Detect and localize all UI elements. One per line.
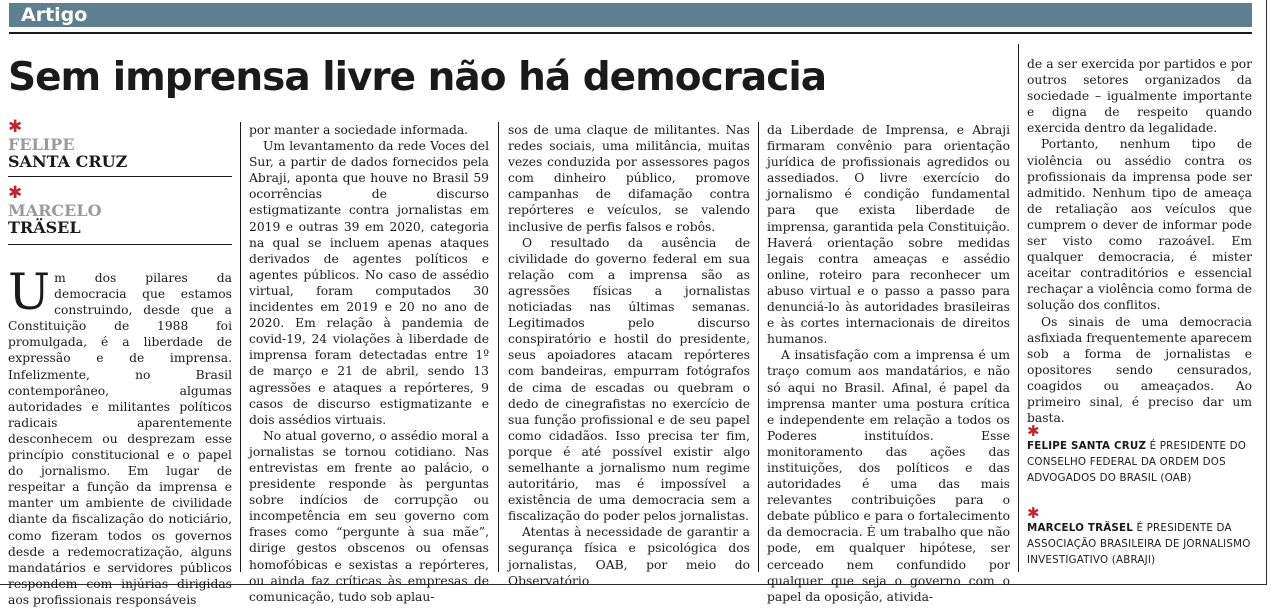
article-paragraph: Um dos pilares da democracia que estamos construindo, desde que a Constituição de 1988 foi promulgada, é a liberdade de expressão e de imprensa. Infelizmente, no Brasil contemporâneo, algumas autoridades e militantes políticos radicais aparentemente desconhecem ou desprezam esse princípio constitucional e o papel do jornalismo. Em lugar de respeitar a função da imprensa e manter um ambiente de civilidade diante da fiscalização do noticiário, como fizeram todos os governos desde a redemocratização, alguns mandatários e servidores públicos respondem com injúrias dirigidas aos profissionais responsáveis (8, 263, 232, 607)
asterisk-icon: ✱ (1027, 422, 1040, 440)
bio-name: MARCELO TRÄSEL (1027, 522, 1133, 534)
article-column-1 (8, 263, 232, 607)
article-column-5 (1027, 56, 1252, 426)
bio-description: É PRESIDENTE DA ASSOCIAÇÃO BRASILEIRA DE JORNALISMO INVESTIGATIVO (ABRAJI) (1027, 522, 1251, 566)
asterisk-icon: ✱ (8, 183, 23, 203)
author-bio-1 (1027, 424, 1252, 486)
article-column-3 (508, 122, 750, 588)
article-paragraph: O resultado da ausência de civilidade do governo federal em sua relação com a imprensa são as agressões físicas a jornalistas noticiadas nas últimas semanas. Legitimados pelo discurso conspiratório e hostil do presidente, seus apoiadores atacam repórteres com bandeiras, empurram fotógrafos de cima de escadas ou quebram o dedo de cinegrafistas no exercício de sua função profissional e de seu papel como cidadãos. Isso precisa ter fim, porque é até possível existir algo semelhante a jornalismo num regime autoritário, mas é impossível a existência de uma democracia sem a fiscalização do poder pelos jornalistas. (508, 235, 750, 524)
article-paragraph: A insatisfação com a imprensa é um traço comum aos mandatários, e não só aqui no Brasil. Afinal, é papel da imprensa manter uma postura crítica e independente em relação a todos os Poderes instituídos. Esse monitoramento das ações das instituições, dos políticos e das autoridades é uma das mais relevantes contribuições para o debate público e para o fortalecimento da democracia. É um trabalho que não pode, em qualquer hipótese, ser cerceado nem confundido por qualquer que seja o governo com o papel da oposição, ativida- (767, 348, 1010, 604)
article-paragraph: No atual governo, o assédio moral a jornalistas se tornou cotidiano. Nas entrevistas em frente ao palácio, o presidente responde às perguntas sobre indícios de corrupção ou incompetência em seu governo com frases como “pergunte à sua mãe”, dirige gestos obscenos ou ofensas homofóbicas e sexistas a repórteres, ou ainda faz críticas às empresas de comunicação, tudo sob aplau- (249, 428, 489, 604)
author-first-name: FELIPE (8, 135, 75, 154)
column-divider (758, 122, 759, 572)
article-paragraph: por manter a sociedade informada. (249, 123, 469, 137)
article-paragraph: Atentas à necessidade de garantir a segurança física e psicológica dos jornalistas, OAB, por meio do Observatório (508, 525, 750, 588)
article-paragraph: de a ser exercida por partidos e por outros setores organizados da sociedade – igualmente importante e digna de respeito quando exercida dentro da legalidade. (1027, 57, 1252, 136)
headline: Sem imprensa livre não há democracia (8, 55, 827, 100)
author-divider (8, 244, 232, 245)
section-label: Artigo (9, 3, 1252, 27)
column-divider (498, 122, 499, 572)
article-paragraph: sos de uma claque de militantes. Nas redes sociais, uma militância, muitas vezes conduzida por assessores pagos com dinheiro público, promove campanhas de difamação contra repórteres e veículos, se valendo inclusive de perfis falsos e robôs. (508, 123, 750, 234)
bio-text (1027, 438, 1252, 486)
author-1 (8, 118, 127, 170)
article-paragraph: Portanto, nenhum tipo de violência ou assédio contra os profissionais da imprensa pode ser admitido. Nenhum tipo de ameaça de retaliação aos veículos que cumprem o dever de informar pode ser visto como razoável. Em qualquer democracia, é mister aceitar contraditórios e essencial rechaçar a violência como forma de solução dos conflitos. (1027, 137, 1252, 313)
article-column-4 (767, 122, 1010, 604)
article-paragraph: da Liberdade de Imprensa, e Abraji firmaram convênio para orientação jurídica de profissionais agredidos ou assediados. O livre exercício do jornalismo é condição fundamental para que exista liberdade de imprensa, garantida pela Constituição. Haverá orientação sobre medidas legais contra ameaças e assédio online, roteiro para reconhecer um abuso virtual e o passo a passo para denunciá-lo às autoridades brasileiras e às cortes internacionais de direitos humanos. (767, 123, 1010, 347)
bio-text (1027, 520, 1252, 568)
article-paragraph: Os sinais de uma democracia asfixiada frequentemente aparecem sob a forma de jornalistas e opositores sendo censurados, coagidos ou ameaçados. Ao primeiro sinal, é preciso dar um basta. (1027, 314, 1252, 426)
asterisk-icon: ✱ (1027, 504, 1040, 522)
article-paragraph: Um levantamento da rede Voces del Sur, a partir de dados fornecidos pela Abraji, aponta que houve no Brasil 59 ocorrências de discurso estigmatizante contra jornalistas em 2019 e outras 39 em 2020, categoria na qual se incluem apenas ataques derivados de agentes políticos e agentes públicos. No caso de assédio virtual, foram computados 30 incidentes em 2019 e 20 no ano de 2020. Em relação à pandemia de covid-19, 24 violações à liberdade de imprensa foram detectadas entre 1º de março e 21 de abril, sendo 13 agressões e ataques a repórteres, 9 casos de discurso estigmatizante e dois assédios virtuais. (249, 139, 489, 427)
column-divider (1018, 44, 1019, 572)
author-last-name: TRÄSEL (8, 218, 81, 237)
top-rule (9, 32, 1252, 34)
article-column-2 (249, 122, 489, 604)
asterisk-icon: ✱ (8, 117, 23, 137)
author-bio-2 (1027, 506, 1252, 568)
bio-name: FELIPE SANTA CRUZ (1027, 440, 1147, 452)
column-divider (240, 122, 241, 572)
drop-cap: U (8, 263, 51, 321)
bio-description: É PRESIDENTE DO CONSELHO FEDERAL DA ORDEM DOS ADVOGADOS DO BRASIL (OAB) (1027, 440, 1247, 484)
author-last-name: SANTA CRUZ (8, 152, 128, 171)
author-first-name: MARCELO (8, 201, 102, 220)
author-2 (8, 184, 102, 236)
author-divider (8, 176, 232, 177)
